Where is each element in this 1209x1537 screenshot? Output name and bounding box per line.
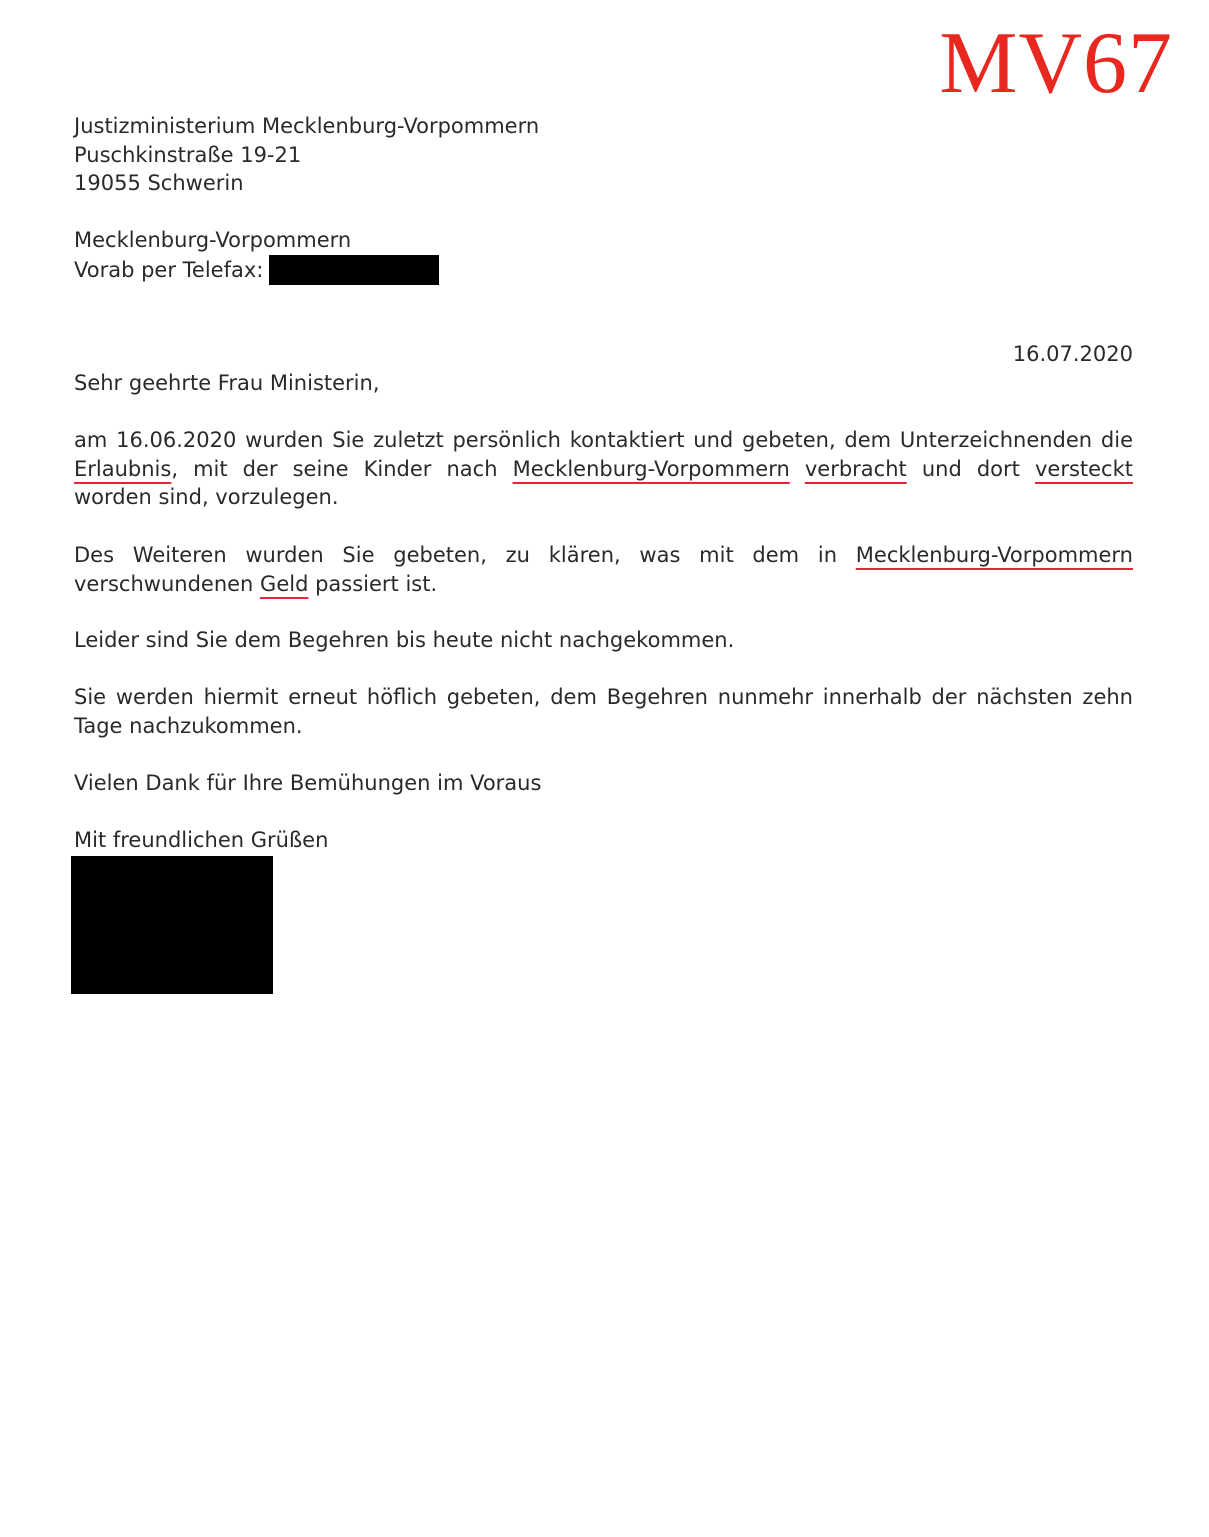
closing-line: Mit freundlichen Grüßen [74,828,329,852]
paragraph-text: am 16.06.2020 wurden Sie zuletzt persönlich kontaktiert und gebeten, dem Unterzeichnenden die [74,428,1133,452]
paragraph-text: verschwundenen [74,571,261,596]
marked-word: versteckt [1034,456,1133,481]
paragraph-renewed-request: Sie werden hiermit erneut höflich gebeten, dem Begehren nunmehr innerhalb der nächsten zehn Tage nachzukommen. [74,685,1133,738]
marked-word: Erlaubnis [74,456,172,481]
address-line-city: 19055 Schwerin [74,171,244,195]
fax-number-redaction [269,255,439,285]
paragraph-text [790,457,805,481]
salutation: Sehr geehrte Frau Ministerin, [74,371,380,395]
paragraph-text: Des Weiteren wurden Sie gebeten, zu klären, was mit dem in [74,543,856,567]
address-line-ministry: Justizministerium Mecklenburg-Vorpommern [74,114,540,138]
paragraph-text: passiert ist. [308,571,438,596]
marked-word: Geld [260,571,309,596]
letter-date: 16.07.2020 [1012,342,1133,366]
paragraph-text: und dort [906,456,1035,481]
paragraph-text: , mit der seine Kinder nach [171,456,513,481]
marked-word: Mecklenburg-Vorpommern [512,456,790,481]
marked-word: verbracht [804,456,907,481]
fax-line [74,255,1133,285]
paragraph-request [74,426,1133,512]
paragraph-text: worden sind, vorzulegen. [74,485,339,509]
sender-address [74,112,1133,198]
paragraph-not-complied: Leider sind Sie dem Begehren bis heute nicht nachgekommen. [74,628,735,652]
recipient-block [74,226,1133,285]
fax-label: Vorab per Telefax: [74,257,264,282]
paragraph-thanks: Vielen Dank für Ihre Bemühungen im Voraus [74,771,542,795]
signature-redaction [71,856,273,994]
address-line-street: Puschkinstraße 19-21 [74,142,302,167]
marked-word: Mecklenburg-Vorpommern [855,543,1133,567]
recipient-state: Mecklenburg-Vorpommern [74,228,352,252]
document-code-stamp: MV67 [939,15,1173,112]
paragraph-money [74,541,1133,598]
